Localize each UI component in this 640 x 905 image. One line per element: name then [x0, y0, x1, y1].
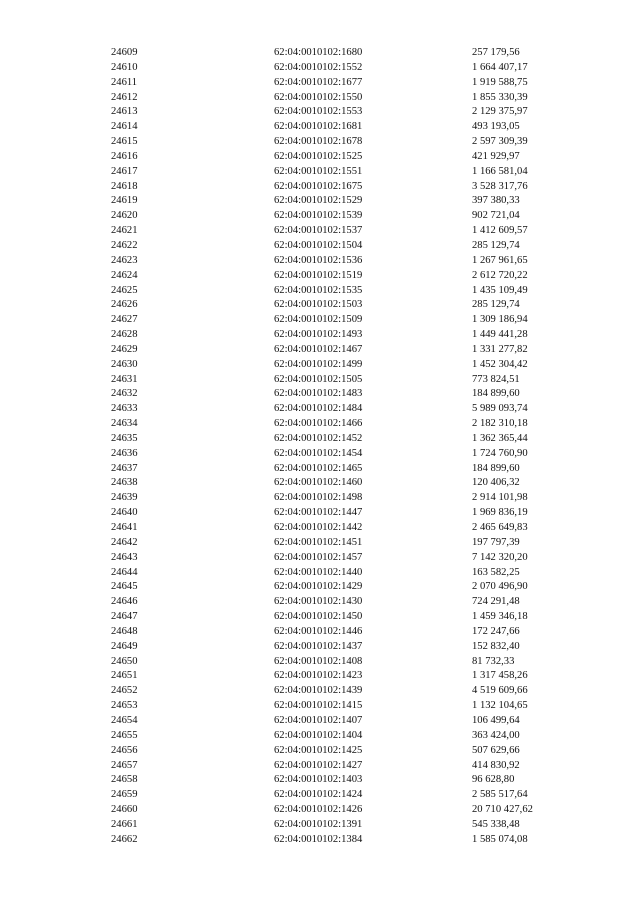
cadastral-number: 62:04:0010102:1675	[274, 180, 363, 192]
cadastral-value: 1 309 186,94	[472, 314, 528, 326]
row-number: 24652	[111, 685, 138, 697]
cadastral-number: 62:04:0010102:1503	[274, 299, 363, 311]
cadastral-value: 773 824,51	[472, 373, 520, 385]
row-number: 24661	[111, 818, 138, 830]
table-row	[111, 91, 571, 106]
cadastral-number: 62:04:0010102:1426	[274, 804, 363, 816]
cadastral-number: 62:04:0010102:1437	[274, 640, 363, 652]
cadastral-number: 62:04:0010102:1424	[274, 789, 363, 801]
row-number: 24624	[111, 269, 138, 281]
cadastral-number: 62:04:0010102:1505	[274, 373, 363, 385]
cadastral-value: 81 732,33	[472, 655, 515, 667]
cadastral-value: 1 449 441,28	[472, 329, 528, 341]
table-row	[111, 209, 571, 224]
cadastral-value: 3 528 317,76	[472, 180, 528, 192]
cadastral-number: 62:04:0010102:1450	[274, 611, 363, 623]
row-number: 24643	[111, 551, 138, 563]
cadastral-value: 1 452 304,42	[472, 358, 528, 370]
table-row	[111, 491, 571, 506]
table-row	[111, 595, 571, 610]
table-row	[111, 684, 571, 699]
row-number: 24623	[111, 254, 138, 266]
table-row	[111, 759, 571, 774]
cadastral-value: 1 435 109,49	[472, 284, 528, 296]
table-row	[111, 180, 571, 195]
cadastral-number: 62:04:0010102:1429	[274, 581, 363, 593]
row-number: 24620	[111, 210, 138, 222]
row-number: 24609	[111, 47, 138, 58]
cadastral-value: 1 724 760,90	[472, 447, 528, 459]
cadastral-number: 62:04:0010102:1430	[274, 596, 363, 608]
row-number: 24656	[111, 744, 138, 756]
row-number: 24632	[111, 388, 138, 400]
cadastral-value: 5 989 093,74	[472, 403, 528, 415]
cadastral-number: 62:04:0010102:1407	[274, 714, 363, 726]
table-row	[111, 610, 571, 625]
row-number: 24659	[111, 789, 138, 801]
cadastral-value: 545 338,48	[472, 818, 520, 830]
cadastral-value: 7 142 320,20	[472, 551, 528, 563]
cadastral-value: 2 129 375,97	[472, 106, 528, 118]
cadastral-number: 62:04:0010102:1677	[274, 76, 363, 88]
row-number: 24660	[111, 804, 138, 816]
cadastral-value: 2 597 309,39	[472, 136, 528, 148]
cadastral-number: 62:04:0010102:1452	[274, 432, 363, 444]
table-row	[111, 105, 571, 120]
row-number: 24646	[111, 596, 138, 608]
cadastral-number: 62:04:0010102:1425	[274, 744, 363, 756]
cadastral-value: 2 070 496,90	[472, 581, 528, 593]
row-number: 24649	[111, 640, 138, 652]
row-number: 24617	[111, 165, 138, 177]
table-row	[111, 165, 571, 180]
table-row	[111, 551, 571, 566]
cadastral-number: 62:04:0010102:1442	[274, 522, 363, 533]
cadastral-number: 62:04:0010102:1553	[274, 106, 363, 118]
row-number: 24658	[111, 774, 138, 786]
cadastral-number: 62:04:0010102:1484	[274, 403, 363, 415]
table-row	[111, 536, 571, 551]
table-row	[111, 625, 571, 640]
cadastral-number: 62:04:0010102:1446	[274, 625, 363, 637]
row-number: 24637	[111, 462, 138, 474]
cadastral-value: 1 969 836,19	[472, 507, 528, 519]
table-row	[111, 269, 571, 284]
row-number: 24645	[111, 581, 138, 593]
cadastral-value: 1 317 458,26	[472, 670, 528, 682]
row-number: 24610	[111, 61, 138, 73]
cadastral-value: 20 710 427,62	[472, 804, 533, 816]
table-row	[111, 640, 571, 655]
table-row	[111, 387, 571, 402]
row-number: 24613	[111, 106, 138, 118]
cadastral-number: 62:04:0010102:1529	[274, 195, 363, 207]
cadastral-value: 257 179,56	[472, 47, 520, 58]
row-number: 24621	[111, 225, 138, 237]
table-row	[111, 284, 571, 299]
cadastral-number: 62:04:0010102:1457	[274, 551, 363, 563]
table-row	[111, 432, 571, 447]
cadastral-number: 62:04:0010102:1678	[274, 136, 363, 148]
table-row	[111, 328, 571, 343]
table-row	[111, 373, 571, 388]
cadastral-number: 62:04:0010102:1535	[274, 284, 363, 296]
cadastral-value: 1 664 407,17	[472, 61, 528, 73]
row-number: 24641	[111, 522, 138, 533]
table-row	[111, 462, 571, 477]
table-row	[111, 46, 571, 61]
cadastral-value-table	[111, 46, 571, 848]
cadastral-value: 902 721,04	[472, 210, 520, 222]
cadastral-value: 414 830,92	[472, 759, 520, 771]
row-number: 24636	[111, 447, 138, 459]
cadastral-number: 62:04:0010102:1493	[274, 329, 363, 341]
table-row	[111, 803, 571, 818]
row-number: 24615	[111, 136, 138, 148]
cadastral-number: 62:04:0010102:1403	[274, 774, 363, 786]
cadastral-number: 62:04:0010102:1423	[274, 670, 363, 682]
cadastral-number: 62:04:0010102:1404	[274, 729, 363, 741]
cadastral-value: 2 182 310,18	[472, 418, 528, 430]
table-row	[111, 313, 571, 328]
cadastral-value: 285 129,74	[472, 299, 520, 311]
cadastral-value: 1 362 365,44	[472, 432, 528, 444]
cadastral-value: 1 585 074,08	[472, 833, 528, 845]
cadastral-number: 62:04:0010102:1408	[274, 655, 363, 667]
cadastral-number: 62:04:0010102:1550	[274, 91, 363, 103]
cadastral-value: 1 459 346,18	[472, 611, 528, 623]
cadastral-number: 62:04:0010102:1384	[274, 833, 363, 845]
table-row	[111, 224, 571, 239]
table-row	[111, 788, 571, 803]
cadastral-value: 2 585 517,64	[472, 789, 528, 801]
cadastral-number: 62:04:0010102:1509	[274, 314, 363, 326]
table-row	[111, 773, 571, 788]
row-number: 24653	[111, 700, 138, 712]
cadastral-value: 163 582,25	[472, 566, 520, 578]
cadastral-number: 62:04:0010102:1498	[274, 492, 363, 504]
table-row	[111, 358, 571, 373]
cadastral-value: 421 929,97	[472, 150, 520, 162]
cadastral-number: 62:04:0010102:1525	[274, 150, 363, 162]
table-row	[111, 447, 571, 462]
row-number: 24655	[111, 729, 138, 741]
cadastral-number: 62:04:0010102:1504	[274, 239, 363, 251]
row-number: 24630	[111, 358, 138, 370]
row-number: 24647	[111, 611, 138, 623]
table-row	[111, 417, 571, 432]
row-number: 24640	[111, 507, 138, 519]
row-number: 24635	[111, 432, 138, 444]
row-number: 24612	[111, 91, 138, 103]
table-row	[111, 699, 571, 714]
row-number: 24644	[111, 566, 138, 578]
cadastral-value: 285 129,74	[472, 239, 520, 251]
cadastral-value: 184 899,60	[472, 388, 520, 400]
cadastral-value: 363 424,00	[472, 729, 520, 741]
cadastral-value: 1 132 104,65	[472, 700, 528, 712]
table-row	[111, 120, 571, 135]
cadastral-value: 96 628,80	[472, 774, 515, 786]
table-row	[111, 521, 571, 536]
cadastral-value: 4 519 609,66	[472, 685, 528, 697]
cadastral-value: 152 832,40	[472, 640, 520, 652]
row-number: 24618	[111, 180, 138, 192]
cadastral-value: 2 465 649,83	[472, 522, 528, 533]
row-number: 24629	[111, 343, 138, 355]
cadastral-number: 62:04:0010102:1447	[274, 507, 363, 519]
row-number: 24622	[111, 239, 138, 251]
cadastral-value: 493 193,05	[472, 121, 520, 133]
cadastral-value: 197 797,39	[472, 536, 520, 548]
row-number: 24631	[111, 373, 138, 385]
cadastral-number: 62:04:0010102:1519	[274, 269, 363, 281]
table-row	[111, 135, 571, 150]
table-row	[111, 476, 571, 491]
table-row	[111, 714, 571, 729]
cadastral-number: 62:04:0010102:1680	[274, 47, 363, 58]
table-row	[111, 729, 571, 744]
row-number: 24638	[111, 477, 138, 489]
row-number: 24634	[111, 418, 138, 430]
table-row	[111, 744, 571, 759]
table-row	[111, 254, 571, 269]
cadastral-number: 62:04:0010102:1466	[274, 418, 363, 430]
cadastral-number: 62:04:0010102:1391	[274, 818, 363, 830]
table-row	[111, 580, 571, 595]
row-number: 24648	[111, 625, 138, 637]
cadastral-value: 106 499,64	[472, 714, 520, 726]
table-row	[111, 343, 571, 358]
row-number: 24662	[111, 833, 138, 845]
cadastral-value: 2 612 720,22	[472, 269, 528, 281]
cadastral-number: 62:04:0010102:1483	[274, 388, 363, 400]
table-row	[111, 239, 571, 254]
cadastral-number: 62:04:0010102:1681	[274, 121, 363, 133]
row-number: 24642	[111, 536, 138, 548]
cadastral-number: 62:04:0010102:1460	[274, 477, 363, 489]
row-number: 24625	[111, 284, 138, 296]
row-number: 24657	[111, 759, 138, 771]
table-row	[111, 150, 571, 165]
cadastral-number: 62:04:0010102:1439	[274, 685, 363, 697]
table-row	[111, 655, 571, 670]
table-row	[111, 833, 571, 848]
cadastral-value: 120 406,32	[472, 477, 520, 489]
cadastral-number: 62:04:0010102:1537	[274, 225, 363, 237]
table-row	[111, 61, 571, 76]
table-row	[111, 669, 571, 684]
cadastral-number: 62:04:0010102:1440	[274, 566, 363, 578]
table-row	[111, 194, 571, 209]
table-row	[111, 402, 571, 417]
cadastral-value: 397 380,33	[472, 195, 520, 207]
cadastral-value: 1 267 961,65	[472, 254, 528, 266]
row-number: 24626	[111, 299, 138, 311]
cadastral-number: 62:04:0010102:1454	[274, 447, 363, 459]
cadastral-number: 62:04:0010102:1465	[274, 462, 363, 474]
row-number: 24616	[111, 150, 138, 162]
cadastral-value: 1 855 330,39	[472, 91, 528, 103]
cadastral-number: 62:04:0010102:1536	[274, 254, 363, 266]
row-number: 24651	[111, 670, 138, 682]
cadastral-value: 507 629,66	[472, 744, 520, 756]
table-row	[111, 818, 571, 833]
cadastral-value: 2 914 101,98	[472, 492, 528, 504]
cadastral-number: 62:04:0010102:1552	[274, 61, 363, 73]
row-number: 24654	[111, 714, 138, 726]
cadastral-number: 62:04:0010102:1451	[274, 536, 363, 548]
row-number: 24628	[111, 329, 138, 341]
table-row	[111, 298, 571, 313]
cadastral-value: 1 331 277,82	[472, 343, 528, 355]
cadastral-number: 62:04:0010102:1427	[274, 759, 363, 771]
row-number: 24619	[111, 195, 138, 207]
cadastral-number: 62:04:0010102:1499	[274, 358, 363, 370]
cadastral-value: 172 247,66	[472, 625, 520, 637]
row-number: 24614	[111, 121, 138, 133]
row-number: 24639	[111, 492, 138, 504]
cadastral-value: 1 166 581,04	[472, 165, 528, 177]
cadastral-number: 62:04:0010102:1467	[274, 343, 363, 355]
cadastral-value: 724 291,48	[472, 596, 520, 608]
table-row	[111, 566, 571, 581]
cadastral-number: 62:04:0010102:1415	[274, 700, 363, 712]
table-row	[111, 506, 571, 521]
row-number: 24650	[111, 655, 138, 667]
cadastral-number: 62:04:0010102:1539	[274, 210, 363, 222]
row-number: 24627	[111, 314, 138, 326]
row-number: 24611	[111, 76, 138, 88]
row-number: 24633	[111, 403, 138, 415]
cadastral-value: 1 919 588,75	[472, 76, 528, 88]
cadastral-value: 184 899,60	[472, 462, 520, 474]
cadastral-number: 62:04:0010102:1551	[274, 165, 363, 177]
table-row	[111, 76, 571, 91]
cadastral-value: 1 412 609,57	[472, 225, 528, 237]
